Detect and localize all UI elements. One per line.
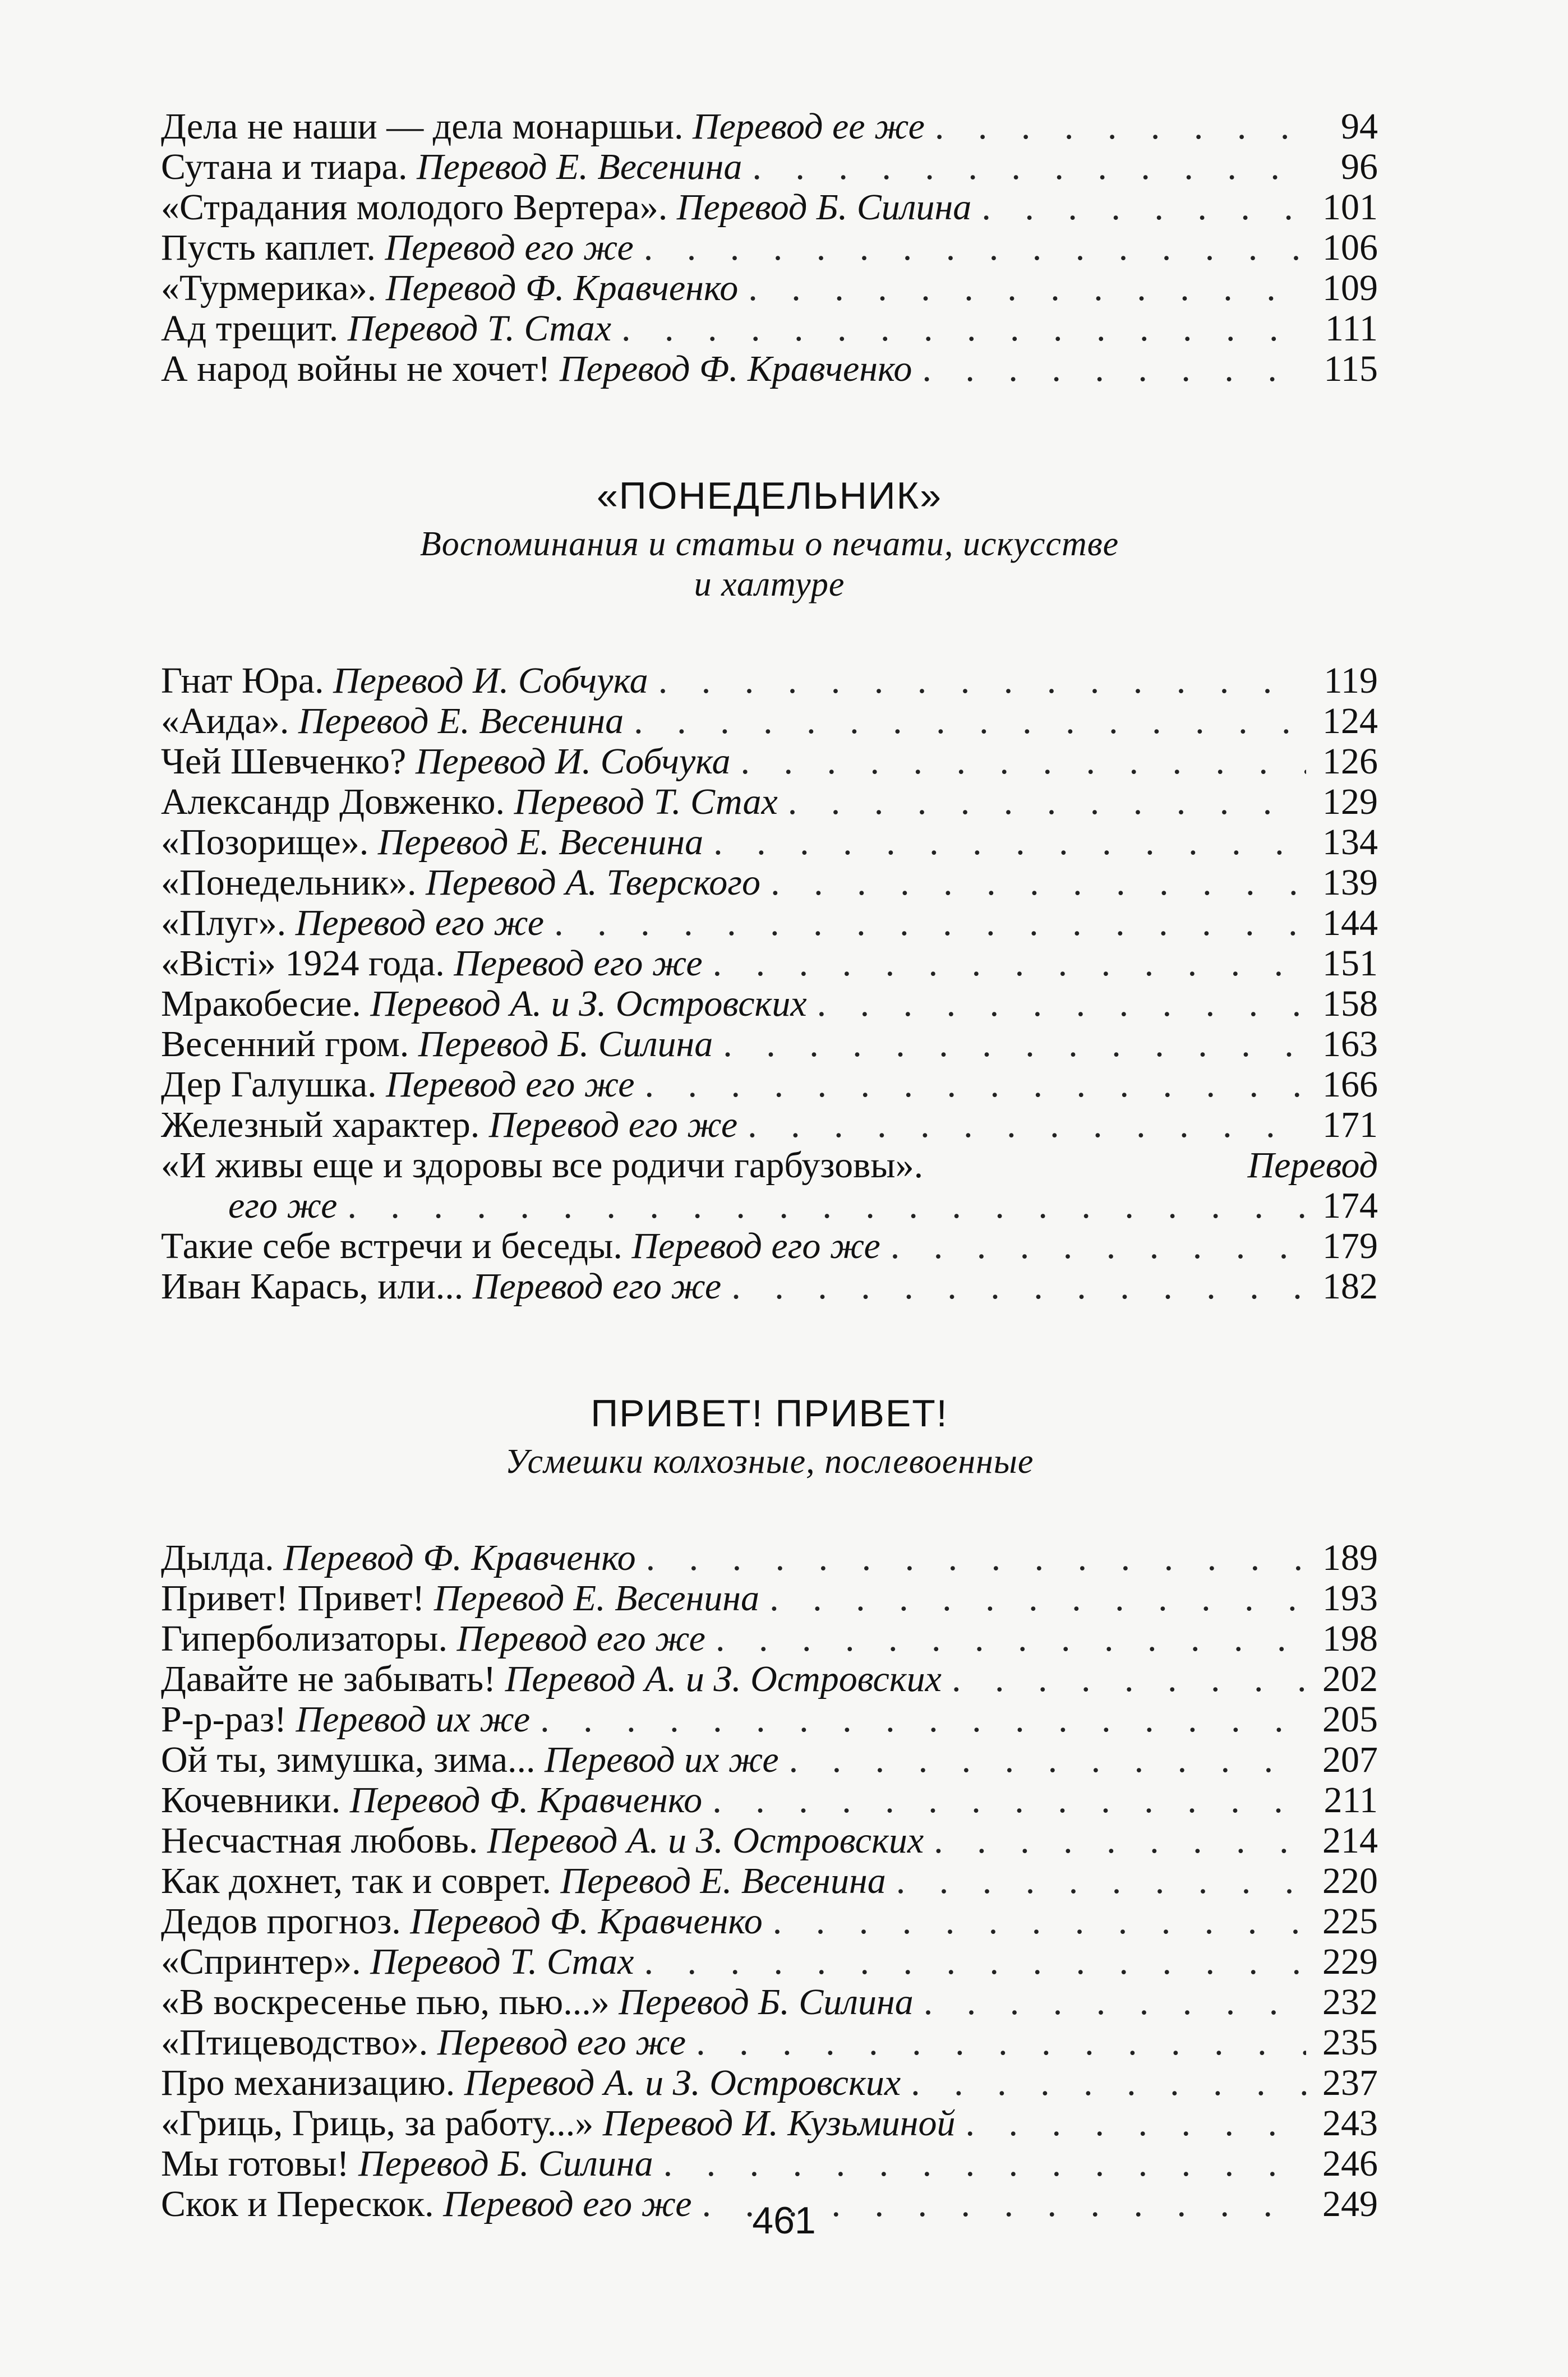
entry-page-number: 124 (1322, 701, 1378, 741)
leader-dots (752, 147, 1306, 187)
entry-translator: Перевод И. Кузьминой (602, 2103, 956, 2144)
entry-title: Чей Шевченко? (161, 741, 407, 782)
leader-dots (817, 984, 1306, 1024)
section-title: ПРИВЕТ! ПРИВЕТ! (591, 1392, 948, 1435)
entry-title: Кочевники. (161, 1780, 341, 1821)
entry-page-number: 198 (1322, 1618, 1378, 1659)
entry-translator: Перевод Ф. Кравченко (349, 1780, 703, 1821)
leader-dots (789, 1740, 1306, 1780)
entry-title: Скок и Перескок. (161, 2183, 434, 2224)
section-heading-ponedelnik (161, 473, 1378, 605)
section-subtitle: Усмешки колхозные, послевоенные (505, 1443, 1034, 1481)
entry-title: «Понедельник». (161, 862, 417, 903)
entry-title: Гиперболизаторы. (161, 1618, 448, 1659)
entry-translator: Перевод Е. Весенина (560, 1860, 886, 1901)
entry-title: Александр Довженко. (161, 781, 505, 822)
toc-entry (161, 147, 1378, 187)
entry-translator: Перевод А. и З. Островских (464, 2062, 901, 2103)
toc-entry (161, 1266, 1378, 1307)
toc-entry (161, 1740, 1378, 1780)
entry-page-number: 189 (1322, 1537, 1378, 1578)
toc-page (161, 107, 1378, 2224)
entry-translator-continued: его же (228, 1185, 338, 1226)
entry-translator: Перевод И. Собчука (415, 741, 731, 782)
toc-entry (161, 1982, 1378, 2023)
entry-page-number: 193 (1322, 1578, 1378, 1619)
entry-page-number: 139 (1322, 862, 1378, 903)
entry-title: «И живы еще и здоровы все родичи гарбузовы». (161, 1145, 924, 1186)
entry-title: «Гриць, Гриць, за работу...» (161, 2103, 594, 2144)
entry-title: «Спринтер». (161, 1941, 361, 1982)
entry-page-number: 235 (1322, 2022, 1378, 2063)
toc-entry (161, 187, 1378, 228)
entry-title: А народ войны не хочет! (161, 348, 551, 389)
toc-entry (161, 863, 1378, 903)
entry-page-number: 174 (1322, 1185, 1378, 1226)
entry-title: Гнат Юра. (161, 660, 324, 701)
section-heading-privet (161, 1391, 1378, 1482)
leader-dots (347, 1186, 1306, 1226)
entry-page-number: 182 (1322, 1266, 1378, 1307)
leader-dots (769, 1578, 1306, 1619)
entry-translator: Перевод его же (454, 943, 703, 984)
toc-entry (161, 1861, 1378, 1901)
toc-entry (161, 268, 1378, 308)
entry-title: Ад трещит. (161, 308, 339, 349)
toc-entry (161, 984, 1378, 1024)
toc-entry (161, 782, 1378, 822)
leader-dots (788, 782, 1306, 822)
entry-translator: Перевод Ф. Кравченко (283, 1537, 636, 1578)
entry-translator: Перевод (1247, 1145, 1378, 1186)
entry-translator: Перевод его же (456, 1618, 705, 1659)
entry-title: Сутана и тиара. (161, 146, 408, 187)
entry-title: Иван Карась, или... (161, 1266, 464, 1307)
leader-dots (935, 107, 1306, 147)
entry-translator: Перевод Е. Весенина (377, 822, 704, 863)
entry-translator: Перевод Ф. Кравченко (410, 1901, 763, 1942)
entry-translator: Перевод А. и З. Островских (505, 1659, 942, 1699)
entry-page-number: 109 (1322, 268, 1378, 308)
entry-page-number: 151 (1322, 943, 1378, 984)
entry-translator: Перевод А. и З. Островских (487, 1820, 924, 1861)
entry-translator: Перевод Е. Весенина (298, 701, 624, 741)
leader-dots (723, 1024, 1306, 1065)
entry-page-number: 237 (1322, 2062, 1378, 2103)
entry-title: Дылда. (161, 1537, 274, 1578)
leader-dots (891, 1226, 1306, 1266)
entry-page-number: 115 (1323, 348, 1378, 389)
section-subtitle-line2: и халтуре (694, 565, 845, 604)
entry-title: Давайте не забывать! (161, 1659, 496, 1699)
leader-dots (663, 2144, 1306, 2184)
entry-page-number: 129 (1322, 781, 1378, 822)
leader-dots (716, 1619, 1306, 1659)
entry-page-number: 179 (1322, 1226, 1378, 1266)
entry-translator: Перевод Б. Силина (619, 1982, 914, 2023)
entry-title: Несчастная любовь. (161, 1820, 478, 1861)
entry-title: «Плуг». (161, 902, 287, 943)
toc-entry (161, 2103, 1378, 2144)
entry-page-number: 243 (1322, 2103, 1378, 2144)
toc-entry (161, 1901, 1378, 1942)
toc-entry (161, 701, 1378, 741)
toc-entry (161, 2023, 1378, 2063)
toc-list-ponedelnik (161, 661, 1378, 1307)
leader-dots (748, 1105, 1306, 1145)
entry-title: «Птицеводство». (161, 2022, 428, 2063)
toc-entry (161, 2144, 1378, 2184)
entry-page-number: 134 (1322, 822, 1378, 863)
entry-page-number: 158 (1322, 983, 1378, 1024)
entry-title: Как дохнет, так и соврет. (161, 1860, 551, 1901)
entry-translator: Перевод их же (296, 1699, 531, 1740)
entry-translator: Перевод Б. Силина (358, 2143, 653, 2184)
entry-title: «Аида». (161, 701, 289, 741)
toc-entry (161, 1821, 1378, 1861)
entry-page-number: 202 (1322, 1659, 1378, 1699)
entry-translator: Перевод Ф. Кравченко (385, 268, 739, 308)
toc-entry (161, 2063, 1378, 2103)
entry-translator: Перевод его же (386, 1064, 635, 1105)
toc-entry (161, 1578, 1378, 1619)
leader-dots (646, 1538, 1306, 1578)
entry-title: «Страдания молодого Вертера». (161, 187, 668, 228)
entry-translator: Перевод Ф. Кравченко (559, 348, 912, 389)
entry-translator: Перевод его же (631, 1226, 880, 1266)
entry-page-number: 119 (1323, 660, 1378, 701)
leader-dots (952, 1659, 1306, 1699)
toc-entry (161, 1699, 1378, 1740)
entry-page-number: 163 (1322, 1024, 1378, 1065)
toc-entry-wrapped (161, 1145, 1378, 1226)
toc-list-continuation (161, 107, 1378, 389)
leader-dots (713, 943, 1306, 984)
entry-title: Весенний гром. (161, 1024, 409, 1065)
page-number-footer: 461 (752, 2199, 816, 2242)
entry-page-number: 144 (1322, 902, 1378, 943)
toc-entry (161, 1065, 1378, 1105)
leader-dots (645, 1065, 1306, 1105)
toc-entry (161, 1780, 1378, 1821)
section-title: «ПОНЕДЕЛЬНИК» (596, 475, 943, 517)
leader-dots (540, 1699, 1306, 1740)
entry-translator: Перевод его же (385, 227, 634, 268)
leader-dots (966, 2103, 1307, 2144)
entry-page-number: 101 (1322, 187, 1378, 228)
entry-title: Такие себе встречи и беседы. (161, 1226, 622, 1266)
entry-translator: Перевод его же (437, 2022, 686, 2063)
entry-translator: Перевод его же (295, 902, 545, 943)
entry-title: «Позорище». (161, 822, 369, 863)
entry-title: Ой ты, зимушка, зима... (161, 1739, 536, 1780)
toc-entry (161, 349, 1378, 389)
entry-page-number: 94 (1341, 106, 1378, 147)
toc-entry (161, 1538, 1378, 1578)
entry-translator: Перевод их же (545, 1739, 779, 1780)
toc-list-privet (161, 1538, 1378, 2224)
toc-entry (161, 661, 1378, 701)
entry-translator: Перевод Т. Стах (347, 308, 612, 349)
leader-dots (713, 822, 1306, 863)
entry-title: «Вісті» 1924 года. (161, 943, 445, 984)
entry-translator: Перевод А. и З. Островских (370, 983, 807, 1024)
section-subtitle: Воспоминания и статьи о печати, искусстве (419, 525, 1119, 563)
entry-page-number: 207 (1322, 1739, 1378, 1780)
toc-entry (161, 1619, 1378, 1659)
toc-entry (161, 1105, 1378, 1145)
leader-dots (911, 2063, 1306, 2103)
entry-translator: Перевод Б. Силина (418, 1024, 713, 1065)
leader-dots (741, 741, 1306, 782)
entry-page-number: 225 (1322, 1901, 1378, 1942)
entry-translator: Перевод его же (443, 2183, 692, 2224)
leader-dots (712, 1780, 1306, 1821)
leader-dots (896, 1861, 1306, 1901)
toc-entry (161, 107, 1378, 147)
entry-page-number: 232 (1322, 1982, 1378, 2023)
entry-title: «В воскресенье пью, пью...» (161, 1982, 610, 2023)
entry-page-number: 171 (1322, 1104, 1378, 1145)
toc-entry (161, 1942, 1378, 1982)
toc-entry (161, 1024, 1378, 1065)
toc-entry (161, 943, 1378, 984)
toc-entry (161, 228, 1378, 268)
entry-page-number: 96 (1341, 146, 1378, 187)
entry-translator: Перевод Е. Весенина (433, 1578, 760, 1619)
entry-translator: Перевод его же (488, 1104, 738, 1145)
entry-page-number: 249 (1322, 2183, 1378, 2224)
entry-title: Привет! Привет! (161, 1578, 425, 1619)
leader-dots (644, 228, 1306, 268)
leader-dots (731, 1266, 1306, 1307)
entry-title: Железный характер. (161, 1104, 480, 1145)
leader-dots (634, 701, 1306, 741)
toc-entry (161, 903, 1378, 943)
entry-translator: Перевод И. Собчука (333, 660, 648, 701)
toc-entry (161, 1659, 1378, 1699)
entry-page-number: 111 (1325, 308, 1378, 349)
entry-page-number: 214 (1322, 1820, 1378, 1861)
leader-dots (773, 1901, 1306, 1942)
entry-translator: Перевод Е. Весенина (417, 146, 743, 187)
toc-entry (161, 1226, 1378, 1266)
entry-title: Мракобесие. (161, 983, 361, 1024)
toc-entry (161, 741, 1378, 782)
leader-dots (658, 661, 1306, 701)
toc-entry (161, 822, 1378, 863)
entry-page-number: 205 (1322, 1699, 1378, 1740)
entry-translator: Перевод А. Тверского (426, 862, 761, 903)
entry-title: «Турмерика». (161, 268, 377, 308)
entry-translator: Перевод Т. Стах (514, 781, 778, 822)
entry-page-number: 246 (1322, 2143, 1378, 2184)
leader-dots (554, 903, 1306, 943)
leader-dots (981, 187, 1306, 228)
leader-dots (924, 1982, 1306, 2023)
entry-title: Про механизацию. (161, 2062, 455, 2103)
entry-title: Дедов прогноз. (161, 1901, 401, 1942)
leader-dots (621, 308, 1306, 349)
entry-page-number: 211 (1323, 1780, 1378, 1821)
leader-dots (644, 1942, 1306, 1982)
entry-title: Мы готовы! (161, 2143, 349, 2184)
toc-entry (161, 308, 1378, 349)
entry-translator: Перевод ее же (692, 106, 925, 147)
leader-dots (696, 2023, 1306, 2063)
leader-dots (934, 1821, 1306, 1861)
leader-dots (922, 349, 1306, 389)
leader-dots (771, 863, 1306, 903)
entry-translator: Перевод Б. Силина (676, 187, 972, 228)
entry-page-number: 229 (1322, 1941, 1378, 1982)
entry-page-number: 106 (1322, 227, 1378, 268)
entry-page-number: 220 (1322, 1860, 1378, 1901)
entry-title: Пусть каплет. (161, 227, 376, 268)
entry-title: Дела не наши — дела монаршьи. (161, 106, 684, 147)
entry-translator: Перевод Т. Стах (370, 1941, 634, 1982)
entry-translator: Перевод его же (472, 1266, 722, 1307)
entry-title: Дер Галушка. (161, 1064, 377, 1105)
leader-dots (748, 268, 1306, 308)
entry-page-number: 126 (1322, 741, 1378, 782)
entry-page-number: 166 (1322, 1064, 1378, 1105)
entry-title: Р-р-раз! (161, 1699, 287, 1740)
